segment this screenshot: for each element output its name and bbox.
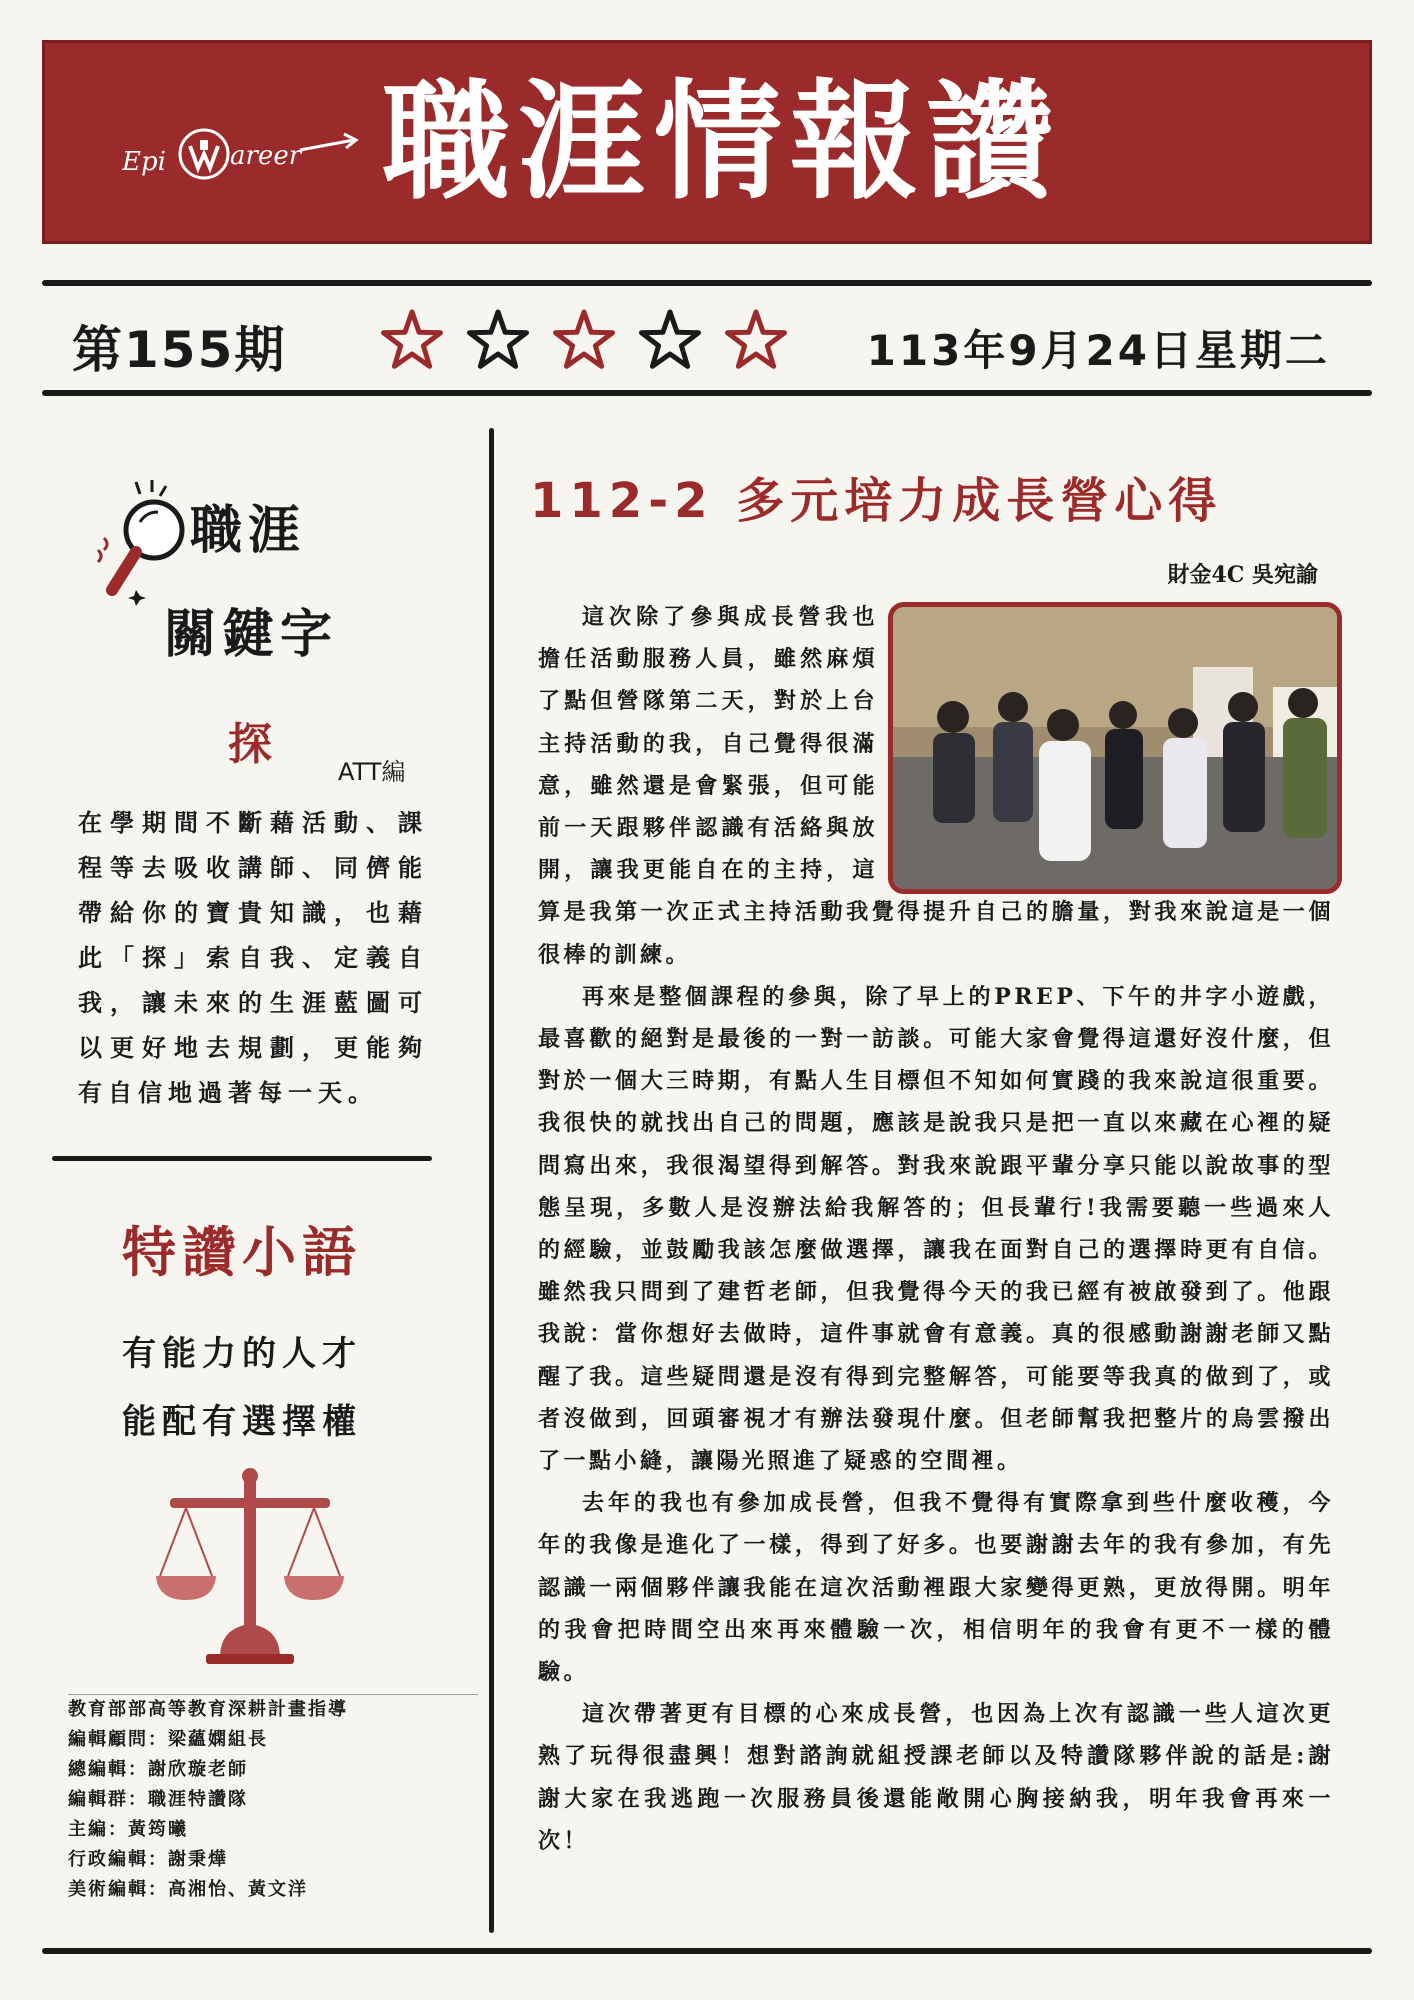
star-icon — [384, 312, 441, 366]
credits-list — [68, 1694, 478, 1933]
keyword-word: 探 — [228, 719, 272, 770]
column-divider — [489, 428, 494, 1933]
motto-line1: 有能力的人才 — [122, 1334, 362, 1374]
article-paragraph: 去年的我也有參加成長營，但我不覺得有實際拿到些什麼收穫，今年的我像是進化了一樣，得到了好多。也要謝謝去年的我有參加，有先認識一兩個夥伴讓我能在這次活動裡跟大家變得更熟，更放得開。明年的我會把時間空出來再來體驗一次，相信明年的我會有更不一樣的體驗。 — [538, 1490, 1334, 1686]
epicareer-logo — [122, 110, 362, 190]
credit-line: 美術編輯：高湘怡、黃文洋 — [68, 1879, 308, 1900]
top-rule — [42, 280, 1372, 286]
logo-text-left: Epi — [122, 147, 166, 177]
article-paragraph: 這次除了參與成長營我也擔任活動服務人員，雖然麻煩了點但營隊第二天，對於上台主持活動的我，自己覺得很滿意，雖然還是會緊張，但可能前一天跟夥伴認識有活絡與放開，讓我更能自在的主持，這算是我第一次正式主持活動我覺得提升自己的膽量，對我來說這是一個很棒的訓練。 — [538, 604, 1334, 968]
motto-line2: 能配有選擇權 — [122, 1402, 362, 1442]
header-bottom-rule — [42, 390, 1372, 396]
masthead-banner — [42, 40, 1372, 244]
credit-line: 編輯群：職涯特讚隊 — [68, 1789, 248, 1810]
left-column-separator — [52, 1156, 432, 1161]
article-paragraph: 這次帶著更有目標的心來成長營，也因為上次有認識一些人這次更熟了玩得很盡興！想對諮詢就組授課老師以及特讚隊夥伴說的話是:謝謝大家在我逃跑一次服務員後還能敞開心胸接納我，明年我會再來一次！ — [538, 1701, 1334, 1854]
issue-number: 第155期 — [72, 321, 287, 379]
keyword-title-line1: 職涯 — [190, 500, 307, 561]
star-icon — [556, 312, 613, 366]
bottom-rule — [42, 1948, 1372, 1954]
motto-title: 特讚小語 — [122, 1220, 362, 1284]
keyword-body: 在學期間不斷藉活動、課程等去吸收講師、同儕能帶給你的寶貴知識，也藉此「探」索自我、定義自我，讓未來的生涯藍圖可以更好地去規劃，更能夠有自信地過著每一天。 — [78, 808, 428, 1107]
article-byline: 財金4C 吳宛諭 — [1167, 562, 1318, 588]
article-body — [538, 596, 1334, 1862]
credit-line: 總編輯：謝欣璇老師 — [68, 1759, 248, 1780]
masthead-title: 職涯情報讚 — [382, 68, 1063, 217]
star-icon — [642, 312, 699, 366]
star-row-decoration — [376, 306, 796, 376]
balance-scale-icon — [150, 1468, 350, 1668]
credit-line: 主編：黃筠曦 — [68, 1819, 188, 1840]
article-paragraph: 再來是整個課程的參與，除了早上的PREP、下午的井字小遊戲，最喜歡的絕對是最後的一對一訪談。可能大家會覺得這還好沒什麼，但對於一個大三時期，有點人生目標但不知如何實踐的我來說這很重要。我很快的就找出自己的問題，應該是說我只是把一直以來藏在心裡的疑問寫出來，我很渴望得到解答。對我來說跟平輩分享只能以說故事的型態呈現，多數人是沒辦法給我解答的；但長輩行!我需要聽一些過來人的經驗，並鼓勵我該怎麼做選擇，讓我在面對自己的選擇時更有自信。雖然我只問到了建哲老師，但我覺得今天的我已經有被啟發到了。他跟我說：當你想好去做時，這件事就會有意義。真的很感動謝謝老師又點醒了我。這些疑問還是沒有得到完整解答，可能要等我真的做到了，或者沒做到，回頭審視才有辦法發現什麼。但老師幫我把整片的烏雲撥出了一點小縫，讓陽光照進了疑惑的空間裡。 — [538, 983, 1334, 1475]
article-title: 112-2 多元培力成長營心得 — [530, 473, 1223, 529]
logo-text-right: areer — [230, 141, 302, 171]
credit-line: 編輯顧問：梁蘊嫻組長 — [68, 1729, 268, 1750]
star-icon — [728, 312, 785, 366]
issue-date: 113年9月24日星期二 — [866, 326, 1330, 375]
credit-line: 教育部部高等教育深耕計畫指導 — [68, 1699, 348, 1720]
keyword-editor: ATT編 — [338, 758, 406, 786]
keyword-title-line2: 關鍵字 — [164, 604, 339, 665]
credit-line: 行政編輯：謝秉燁 — [68, 1849, 228, 1870]
star-icon — [470, 312, 527, 366]
